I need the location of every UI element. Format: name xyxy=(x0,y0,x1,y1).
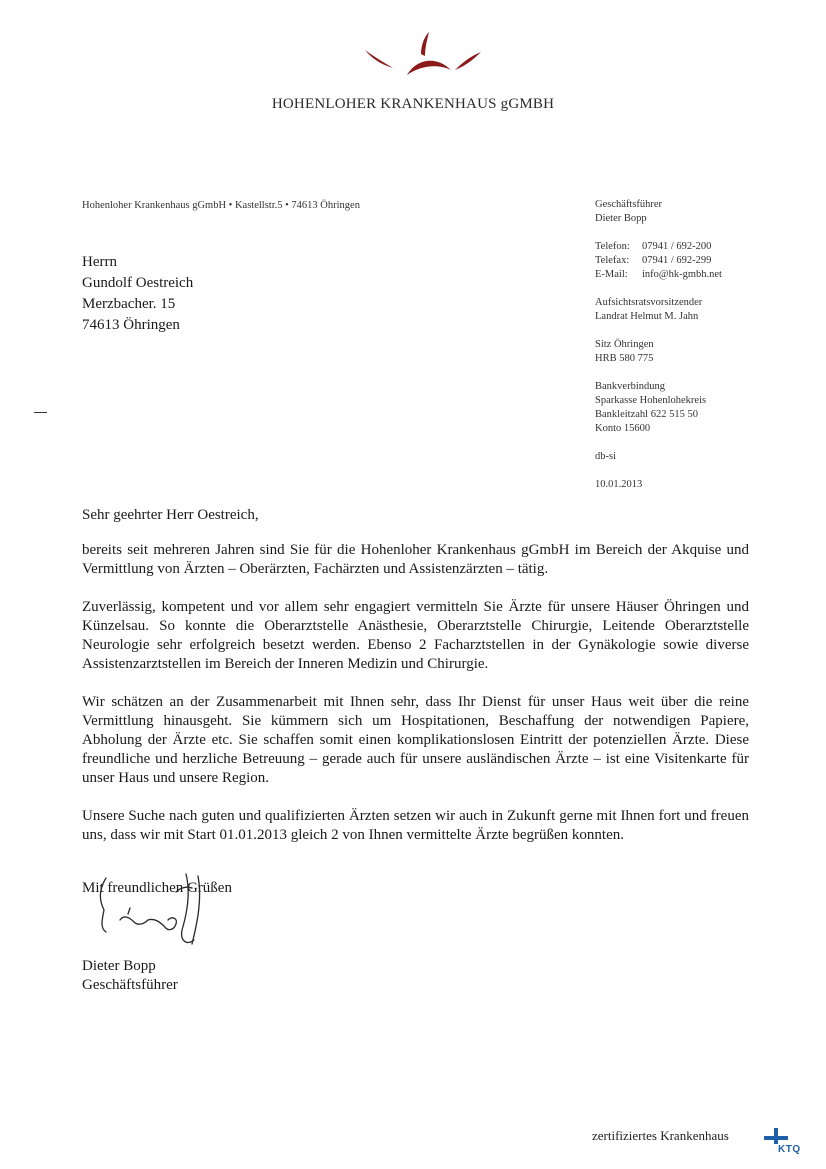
company-name: HOHENLOHER KRANKENHAUS gGMBH xyxy=(271,96,555,112)
telefon-label: Telefon: xyxy=(595,241,630,252)
body-paragraph: Zuverlässig, kompetent und vor allem sehr engagiert vermitteln Sie Ärzte für unsere Häuser Öhringen und Künzelsau. So konnte die Oberarztstelle Anästhesie, Oberarztstelle Chirurgie, Leitende Oberarztstelle Neurologie sehr erfolgreich besetzt werden. Ebenso 2 Facharztstellen in der Gynäkologie sowie diverse Assistenzarztstellen im Bereich der Inneren Medizin und Chirurgie. xyxy=(82,599,749,672)
sender-line: Hohenloher Krankenhaus gGmbH • Kastellstr.5 • 74613 Öhringen xyxy=(82,200,360,211)
account-number: Konto 15600 xyxy=(595,423,651,434)
fold-mark xyxy=(34,412,47,413)
body-paragraph: Unsere Suche nach guten und qualifizierten Ärzten setzen wir auch in Zukunft gerne mit Ihnen fort und freuen uns, dass wir mit Start 01.01.2013 gleich 2 von Ihnen vermittelte Ärzte begrüßen konnten. xyxy=(82,808,749,843)
registration-block xyxy=(595,338,722,366)
body-paragraph: Wir schätzen an der Zusammenarbeit mit Ihnen sehr, dass Ihr Dienst für unser Haus weit über die reine Vermittlung hinausgeht. Sie kümmern sich um Hospitationen, Beschaffung der notwendigen Papiere, Abholung der Ärzte etc. Sie schaffen somit einen komplikationslosen Eintritt der potenziellen Ärzte. Diese freundliche und herzliche Betreuung – gerade auch für unsere ausländischen Ärzte – ist eine Visitenkarte für unser Haus und unsere Region. xyxy=(82,694,749,786)
recipient-line: Gundolf Oestreich xyxy=(82,275,194,291)
handwritten-signature-icon xyxy=(90,870,220,970)
contact-block xyxy=(595,240,722,282)
managing-director-block xyxy=(595,198,722,226)
sitz: Sitz Öhringen xyxy=(595,339,654,350)
hrb: HRB 580 775 xyxy=(595,353,654,364)
gf-name: Dieter Bopp xyxy=(595,213,647,224)
closing: Mit freundlichen Grüßen xyxy=(82,880,232,896)
email-label: E-Mail: xyxy=(595,269,628,280)
ar-name: Landrat Helmut M. Jahn xyxy=(595,311,699,322)
telefax-value: 07941 / 692-299 xyxy=(642,255,712,266)
signer-name: Dieter Bopp xyxy=(82,958,156,974)
reference: db-si xyxy=(595,451,616,462)
rising-sun-logo-icon xyxy=(355,30,485,92)
bank-code: Bankleitzahl 622 515 50 xyxy=(595,409,698,420)
bank-name: Sparkasse Hohenlohekreis xyxy=(595,395,707,406)
signer-title: Geschäftsführer xyxy=(82,977,178,993)
recipient-line: 74613 Öhringen xyxy=(82,317,180,333)
info-column xyxy=(595,198,722,506)
email-value: info@hk-gmbh.net xyxy=(642,269,722,280)
recipient-line: Merzbacher. 15 xyxy=(82,296,176,312)
recipient-line: Herrn xyxy=(82,254,117,270)
ktq-label: KTQ xyxy=(778,1144,801,1155)
telefon-value: 07941 / 692-200 xyxy=(642,241,712,252)
recipient-address xyxy=(82,252,193,336)
supervisory-board-block xyxy=(595,296,722,324)
bank-block xyxy=(595,380,722,436)
signer-block xyxy=(82,957,178,995)
bank-label: Bankverbindung xyxy=(595,381,665,392)
letter-body xyxy=(82,541,749,864)
body-paragraph: bereits seit mehreren Jahren sind Sie für die Hohenloher Krankenhaus gGmbH im Bereich der Akquise und Vermittlung von Ärzten – Oberärzten, Fachärzten und Assistenzärzten – tätig. xyxy=(82,542,749,577)
telefax-label: Telefax: xyxy=(595,255,630,266)
salutation: Sehr geehrter Herr Oestreich, xyxy=(82,507,259,523)
letter-date: 10.01.2013 xyxy=(595,479,643,490)
certified-hospital-text: zertifiziertes Krankenhaus xyxy=(592,1128,729,1143)
gf-label: Geschäftsführer xyxy=(595,199,663,210)
ar-label: Aufsichtsratsvorsitzender xyxy=(595,297,703,308)
